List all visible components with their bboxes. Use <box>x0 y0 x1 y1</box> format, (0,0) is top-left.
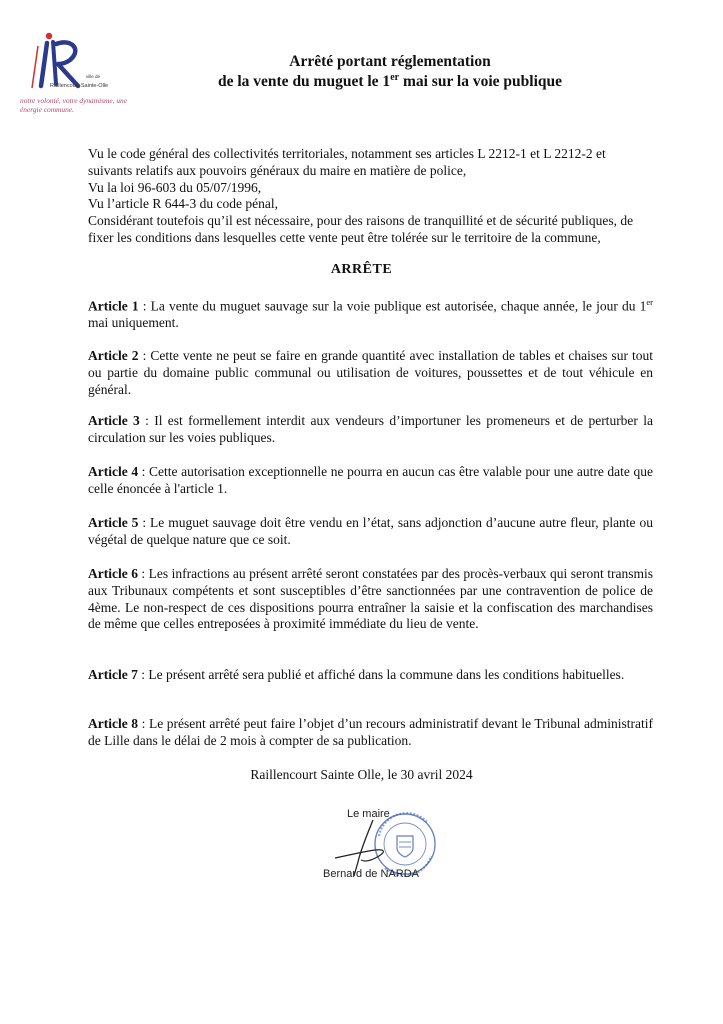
title-line-2: de la vente du muguet le 1er mai sur la voie publique <box>217 72 563 90</box>
signature-role: Le maire <box>347 808 390 820</box>
preamble-line: Vu l’article R 644-3 du code pénal, <box>88 196 279 212</box>
preamble <box>88 146 653 247</box>
article-1: Article 1 : La vente du muguet sauvage sur la voie publique est autorisée, chaque année, le jour du 1er mai uniquement. <box>88 297 653 331</box>
article-8: Article 8 : Le présent arrêté peut faire l’objet d’un recours administratif devant le Tribunal administratif de Lille dans le délai de 2 mois à compter de sa publication. <box>88 716 653 748</box>
article-3: Article 3 : Il est formellement interdit aux vendeurs d’importuner les promeneurs et de perturber la circulation sur les voies publiques. <box>88 413 653 445</box>
signature-block <box>315 806 455 896</box>
article-5: Article 5 : Le muguet sauvage doit être vendu en l’état, sans adjonction d’aucune autre fleur, plante ou végétal de quelque nature que ce soit. <box>88 515 653 547</box>
article-6: Article 6 : Les infractions au présent arrêté seront constatées par des procès-verbaux qui seront transmis aux Tribunaux compétents et sont susceptibles d’être sanctionnées par une contravention de police de 4ème. Le non-respect de ces dispositions pourra entraîner la saisie et la confiscation des marchandises de même que celles entreposées à proximité immédiate du lieu de vente. <box>88 566 653 632</box>
logo-ville-label: ville de <box>86 74 101 79</box>
preamble-line: Vu le code général des collectivités territoriales, notamment ses articles L 2212-1 et L 2212-2 et suivants relatifs aux pouvoirs généraux du maire en matière de police, <box>88 146 606 178</box>
logo-commune-name: Raillencourt-Sainte-Olle <box>50 83 109 89</box>
article-2: Article 2 : Cette vente ne peut se faire en grande quantité avec installation de tables et chaises sur tout ou partie du domaine public communal ou utilisation de voitures, poussettes et de tout véhicule en général. <box>88 348 653 397</box>
preamble-line: Considérant toutefois qu’il est nécessaire, pour des raisons de tranquillité et de sécurité publiques, de fixer les conditions dans lesquelles cette vente peut être tolérée sur le territoire de la commune, <box>88 213 634 245</box>
title-line-1: Arrêté portant réglementation <box>289 53 491 70</box>
logo-slogan: notre volonté, votre dynamisme, une énergie commune. <box>20 96 127 114</box>
commune-logo <box>20 28 130 128</box>
arrete-heading: ARRÊTE <box>330 262 393 277</box>
signature-name: Bernard de NARDA <box>323 868 419 880</box>
article-4: Article 4 : Cette autorisation exceptionnelle ne pourra en aucun cas être valable pour une autre date que celle énoncée à l'article 1. <box>88 464 653 496</box>
document-title <box>190 52 590 92</box>
place-date: Raillencourt Sainte Olle, le 30 avril 2024 <box>250 767 473 782</box>
article-7: Article 7 : Le présent arrêté sera publié et affiché dans la commune dans les conditions habituelles. <box>88 667 625 682</box>
preamble-line: Vu la loi 96-603 du 05/07/1996, <box>88 179 262 195</box>
